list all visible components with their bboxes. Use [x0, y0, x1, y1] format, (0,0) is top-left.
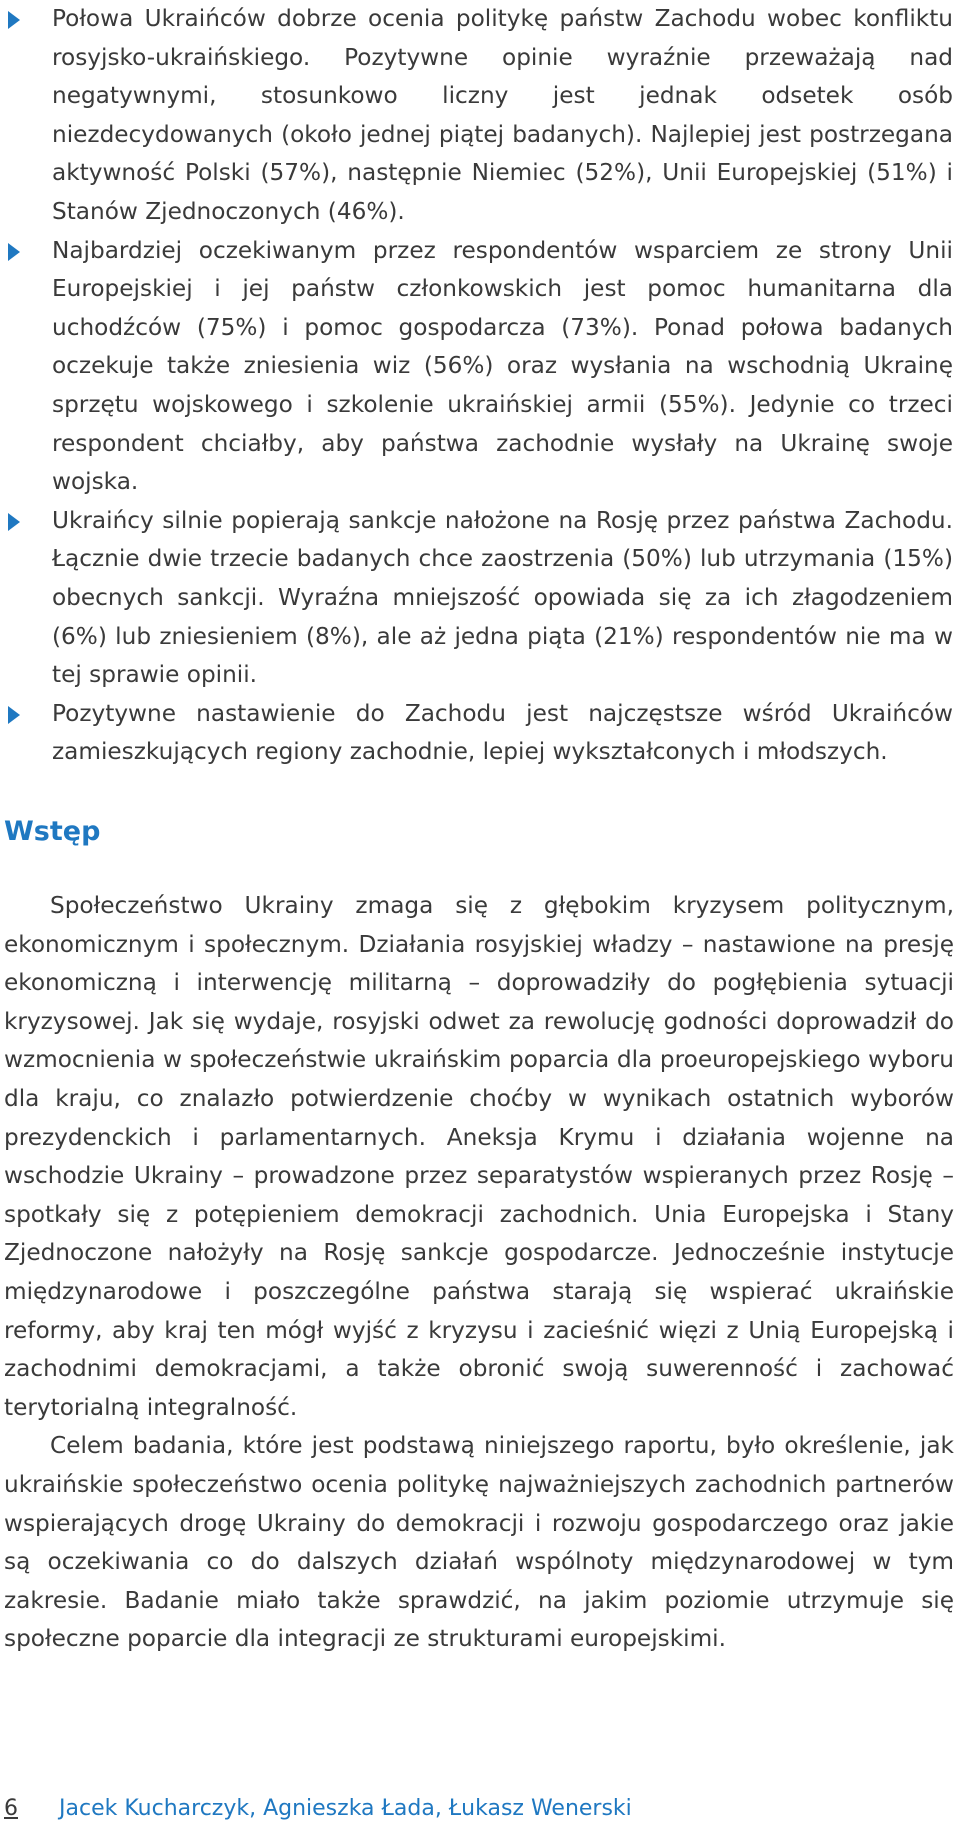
summary-bullet	[8, 0, 953, 232]
triangle-bullet-icon	[8, 706, 20, 724]
bullet-text: Pozytywne nastawienie do Zachodu jest najczęstsze wśród Ukraińców zamieszkujących regiony zachodnie, lepiej wykształconych i młodszych.	[52, 699, 953, 766]
summary-bullet-list	[8, 0, 953, 772]
section-body	[4, 887, 954, 1659]
summary-bullet	[8, 695, 953, 772]
bullet-text: Połowa Ukraińców dobrze ocenia politykę państw Zachodu wobec konfliktu rosyjsko-ukraińskiego. Pozytywne opinie wyraźnie przeważają nad negatywnymi, stosunkowo liczny jest jednak odsetek osób niezdecydowanych (około jednej piątej badanych). Najlepiej jest postrzegana aktywność Polski (57%), następnie Niemiec (52%), Unii Europejskiej (51%) i Stanów Zjednoczonych (46%).	[52, 5, 953, 225]
page-number: 6	[4, 1796, 18, 1821]
footer-authors: Jacek Kucharczyk, Agnieszka Łada, Łukasz Wenerski	[59, 1796, 632, 1821]
triangle-bullet-icon	[8, 243, 20, 261]
page-footer	[4, 1795, 632, 1823]
triangle-bullet-icon	[8, 513, 20, 531]
section-heading: Wstęp	[4, 816, 101, 847]
body-paragraph: Społeczeństwo Ukrainy zmaga się z głębokim kryzysem politycznym, ekonomicznym i społecznym. Działania rosyjskiej władzy – nastawione na presję ekonomiczną i interwencję militarną – doprowadziły do pogłębienia sytuacji kryzysowej. Jak się wydaje, rosyjski odwet za rewolucję godności doprowadził do wzmocnienia w społeczeństwie ukraińskim poparcia dla proeuropejskiego wyboru dla kraju, co znalazło potwierdzenie choćby w wynikach ostatnich wyborów prezydenckich i parlamentarnych. Aneksja Krymu i działania wojenne na wschodzie Ukrainy – prowadzone przez separatystów wspieranych przez Rosję – spotkały się z potępieniem demokracji zachodnich. Unia Europejska i Stany Zjednoczone nałożyły na Rosję sankcje gospodarcze. Jednocześnie instytucje międzynarodowe i poszczególne państwa starają się wspierać ukraińskie reformy, aby kraj ten mógł wyjść z kryzysu i zacieśnić więzi z Unią Europejską i zachodnimi demokracjami, a także obronić swoją suwerenność i zachować terytorialną integralność.	[4, 892, 954, 1421]
body-paragraph: Celem badania, które jest podstawą niniejszego raportu, było określenie, jak ukraińskie społeczeństwo ocenia politykę najważniejszych zachodnich partnerów wspierających drogę Ukrainy do demokracji i rozwoju gospodarczego oraz jakie są oczekiwania co do dalszych działań wspólnoty międzynarodowej w tym zakresie. Badanie miało także sprawdzić, na jakim poziomie utrzymuje się społeczne poparcie dla integracji ze strukturami europejskimi.	[4, 1432, 954, 1653]
triangle-bullet-icon	[8, 11, 20, 29]
bullet-text: Najbardziej oczekiwanym przez respondentów wsparciem ze strony Unii Europejskiej i jej państw członkowskich jest pomoc humanitarna dla uchodźców (75%) i pomoc gospodarcza (73%). Ponad połowa badanych oczekuje także zniesienia wiz (56%) oraz wysłania na wschodnią Ukrainę sprzętu wojskowego i szkolenie ukraińskiej armii (55%). Jedynie co trzeci respondent chciałby, aby państwa zachodnie wysłały na Ukrainę swoje wojska.	[52, 236, 953, 496]
bullet-text: Ukraińcy silnie popierają sankcje nałożone na Rosję przez państwa Zachodu. Łącznie dwie trzecie badanych chce zaostrzenia (50%) lub utrzymania (15%) obecnych sankcji. Wyraźna mniejszość opowiada się za ich złagodzeniem (6%) lub zniesieniem (8%), ale aż jedna piąta (21%) respondentów nie ma w tej sprawie opinii.	[52, 506, 953, 689]
summary-bullet	[8, 232, 953, 502]
summary-bullet	[8, 502, 953, 695]
